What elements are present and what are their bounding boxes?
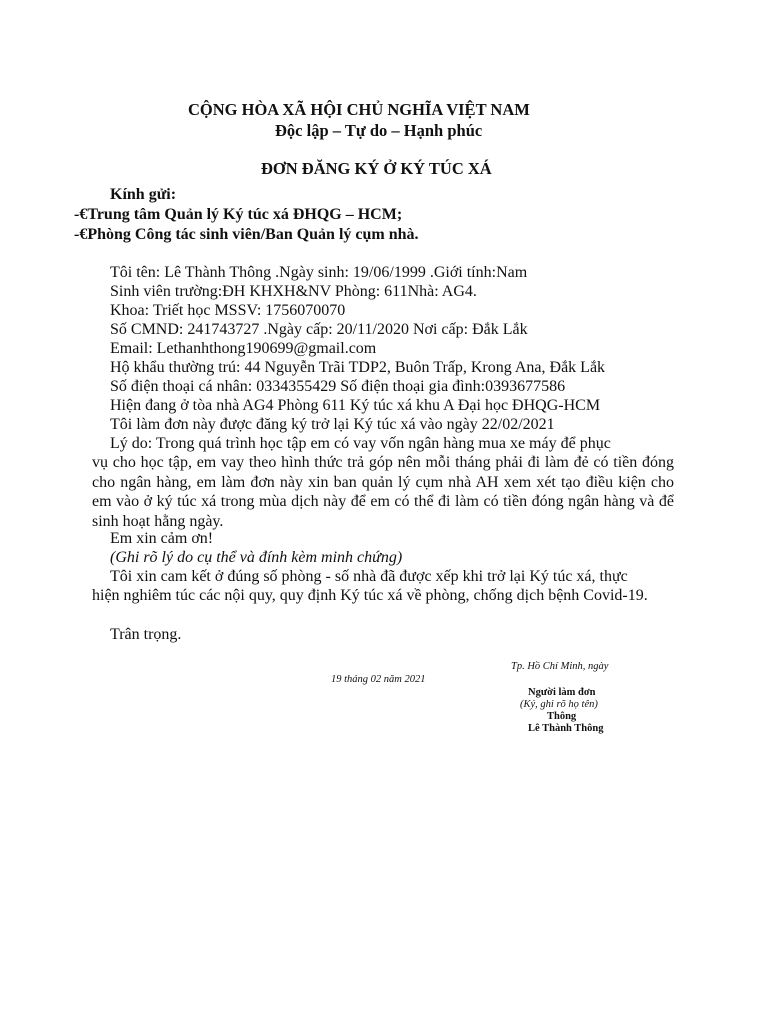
applicant-label: Người làm đơn	[528, 687, 596, 698]
sign-instruction: (Ký, ghi rõ họ tên)	[520, 699, 598, 710]
recipient-item: -€Trung tâm Quản lý Ký túc xá ĐHQG – HCM;	[74, 206, 403, 223]
info-line-school: Sinh viên trường:ĐH KHXH&NV Phòng: 611Nhà: AG4.	[110, 283, 477, 300]
closing-line: Trân trọng.	[110, 626, 182, 643]
salutation: Kính gửi:	[110, 186, 177, 203]
reason-paragraph: vụ cho học tập, em vay theo hình thức trả góp nên mỗi tháng phải đi làm đẻ có tiền đóng cho ngân hàng, em làm đơn này xin ban quản lý cụm nhà AH xem xét tạo điều kiện cho em vào ở ký túc xá trong mùa dịch này để em có thể đi làm có tiền đóng ngân hàng và để sinh hoạt hằng ngày.	[92, 454, 674, 530]
info-line-address: Hộ khẩu thường trú: 44 Nguyễn Trãi TDP2, Buôn Trấp, Krong Ana, Đắk Lắk	[110, 359, 606, 376]
applicant-full-name: Lê Thành Thông	[528, 723, 604, 734]
form-title: ĐƠN ĐĂNG KÝ Ở KÝ TÚC XÁ	[261, 159, 492, 178]
info-line-faculty: Khoa: Triết học MSSV: 1756070070	[110, 302, 346, 319]
note-line: (Ghi rõ lý do cụ thể và đính kèm minh chứng)	[110, 549, 403, 566]
reason-first-line: Lý do: Trong quá trình học tập em có vay vốn ngân hàng mua xe máy để phục	[110, 435, 611, 452]
signature-text: Thông	[547, 711, 577, 722]
national-title: CỘNG HÒA XÃ HỘI CHỦ NGHĨA VIỆT NAM	[188, 100, 530, 119]
commitment-first-line: Tôi xin cam kết ở đúng số phòng - số nhà đã được xếp khi trở lại Ký túc xá, thực	[110, 568, 628, 585]
sign-date: 19 tháng 02 năm 2021	[331, 674, 426, 685]
info-line-phone: Số điện thoại cá nhân: 0334355429 Số điện thoại gia đình:0393677586	[110, 378, 566, 395]
commitment-paragraph: hiện nghiêm túc các nội quy, quy định Ký túc xá về phòng, chống dịch bệnh Covid-19.	[92, 587, 648, 604]
motto: Độc lập – Tự do – Hạnh phúc	[275, 121, 483, 140]
info-line-email: Email: Lethanhthong190699@gmail.com	[110, 340, 377, 357]
recipient-item: -€Phòng Công tác sinh viên/Ban Quản lý cụm nhà.	[74, 226, 419, 243]
info-line-name: Tôi tên: Lê Thành Thông .Ngày sinh: 19/06/1999 .Giới tính:Nam	[110, 264, 528, 281]
thanks-line: Em xin cảm ơn!	[110, 530, 214, 547]
info-line-registration: Tôi làm đơn này được đăng ký trở lại Ký túc xá vào ngày 22/02/2021	[110, 416, 555, 433]
place-date: Tp. Hồ Chí Minh, ngày	[511, 661, 609, 672]
info-line-residence: Hiện đang ở tòa nhà AG4 Phòng 611 Ký túc xá khu A Đại học ĐHQG-HCM	[110, 397, 601, 414]
info-line-id-card: Số CMND: 241743727 .Ngày cấp: 20/11/2020 Nơi cấp: Đắk Lắk	[110, 321, 528, 338]
